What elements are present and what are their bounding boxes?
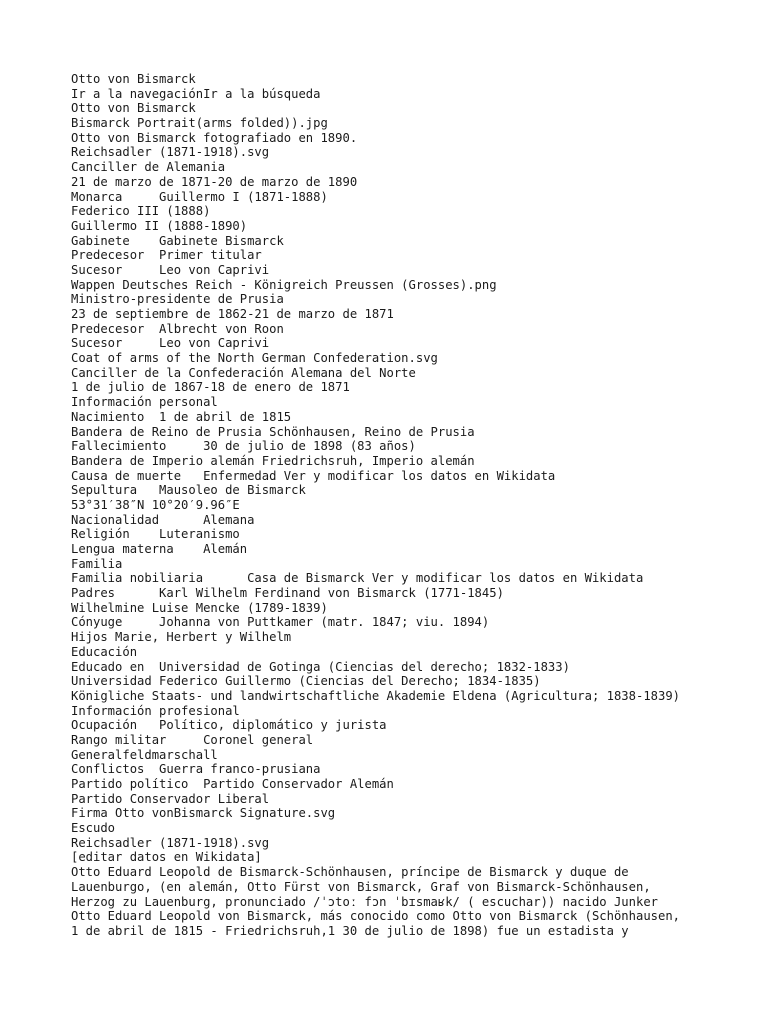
text-line: Canciller de Alemania [71,160,226,175]
text-line: Educación [71,644,138,659]
text-line: Otto von Bismarck [71,72,196,86]
text-line: Bandera de Imperio alemán Friedrichsruh, Imperio alemán [71,453,475,468]
text-line: Nacimiento 1 de abril de 1815 [71,409,292,424]
text-line: Monarca Guillermo I (1871-1888) [71,189,328,204]
text-line: Familia nobiliaria Casa de Bismarck Ver y modificar los datos en Wikidata [71,571,644,586]
text-line: Sucesor Leo von Caprivi [71,336,270,351]
text-line: Lengua materna Alemán [71,542,248,556]
text-line: Bandera de Reino de Prusia Schönhausen, Reino de Prusia [71,424,475,439]
text-line: Hijos Marie, Herbert y Wilhelm [71,630,292,645]
text-line: Guillermo II (1888-1890) [71,218,248,233]
text-line: Información personal [71,395,218,410]
text-line: Ir a la navegaciónIr a la búsqueda [71,86,321,101]
text-line: Partido Conservador Liberal [71,791,270,806]
text-line: Ministro-presidente de Prusia [71,292,284,307]
text-line: Bismarck Portrait(arms folded)).jpg [71,116,328,131]
text-line: Ocupación Político, diplomático y jurista [71,718,387,733]
text-line: Wappen Deutsches Reich - Königreich Preussen (Grosses).png [71,277,497,292]
text-line: Herzog zu Lauenburg, pronunciado /ˈɔtoː fɔn ˈbɪsmaʁk/ ( escuchar)) nacido Junker [71,894,658,909]
text-line: 21 de marzo de 1871-20 de marzo de 1890 [71,174,358,189]
text-line: Nacionalidad Alemana [71,512,255,527]
text-line: Conflictos Guerra franco-prusiana [71,762,321,777]
text-line: Información profesional [71,703,240,718]
text-line: Sucesor Leo von Caprivi [71,262,270,277]
text-line: Reichsadler (1871-1918).svg [71,835,270,850]
text-line: Otto von Bismarck fotografiado en 1890. [71,130,358,145]
text-line: Religión Luteranismo [71,527,240,542]
text-line: Lauenburgo, (en alemán, Otto Fürst von Bismarck, Graf von Bismarck-Schönhausen, [71,879,651,894]
text-line: Otto von Bismarck [71,101,196,116]
text-line: Predecesor Primer titular [71,248,262,263]
text-line: Cónyuge Johanna von Puttkamer (matr. 1847; viu. 1894) [71,615,490,630]
text-line: Escudo [71,821,116,836]
text-line: 23 de septiembre de 1862-21 de marzo de 1871 [71,307,394,321]
text-line: Wilhelmine Luise Mencke (1789-1839) [71,600,328,615]
text-line: Generalfeldmarschall [71,747,218,762]
text-line: Reichsadler (1871-1918).svg [71,145,270,160]
text-line: Padres Karl Wilhelm Ferdinand von Bismarck (1771-1845) [71,586,504,601]
text-line: [editar datos en Wikidata] [71,850,262,865]
text-line: Otto Eduard Leopold von Bismarck, más conocido como Otto von Bismarck (Schönhausen, [71,909,681,924]
text-line: Predecesor Albrecht von Roon [71,321,284,336]
text-line: Federico III (1888) [71,204,211,219]
text-line: Educado en Universidad de Gotinga (Ciencias del derecho; 1832-1833) [71,659,570,674]
text-line: Causa de muerte Enfermedad Ver y modificar los datos en Wikidata [71,468,556,483]
text-line: Firma Otto vonBismarck Signature.svg [71,806,336,821]
text-line: Fallecimiento 30 de julio de 1898 (83 años) [71,439,416,454]
text-line: Familia [71,556,123,571]
text-line: 1 de abril de 1815 - Friedrichsruh,1 30 de julio de 1898) fue un estadista y [71,923,629,938]
text-line: Universidad Federico Guillermo (Ciencias del Derecho; 1834-1835) [71,674,541,689]
text-line: 1 de julio de 1867-18 de enero de 1871 [71,380,350,395]
text-line: Sepultura Mausoleo de Bismarck [71,483,306,498]
text-line: Königliche Staats- und landwirtschaftliche Akademie Eldena (Agricultura; 1838-1839) [71,688,681,703]
text-line: Coat of arms of the North German Confederation.svg [71,351,438,366]
text-line: Rango militar Coronel general [71,732,314,747]
text-line: Partido político Partido Conservador Alemán [71,777,394,791]
text-line: Gabinete Gabinete Bismarck [71,233,284,248]
text-line: 53°31′38″N 10°20′9.96″E [71,497,240,512]
document-body [71,72,761,939]
text-line: Otto Eduard Leopold de Bismarck-Schönhausen, príncipe de Bismarck y duque de [71,865,629,880]
text-line: Canciller de la Confederación Alemana del Norte [71,365,416,380]
